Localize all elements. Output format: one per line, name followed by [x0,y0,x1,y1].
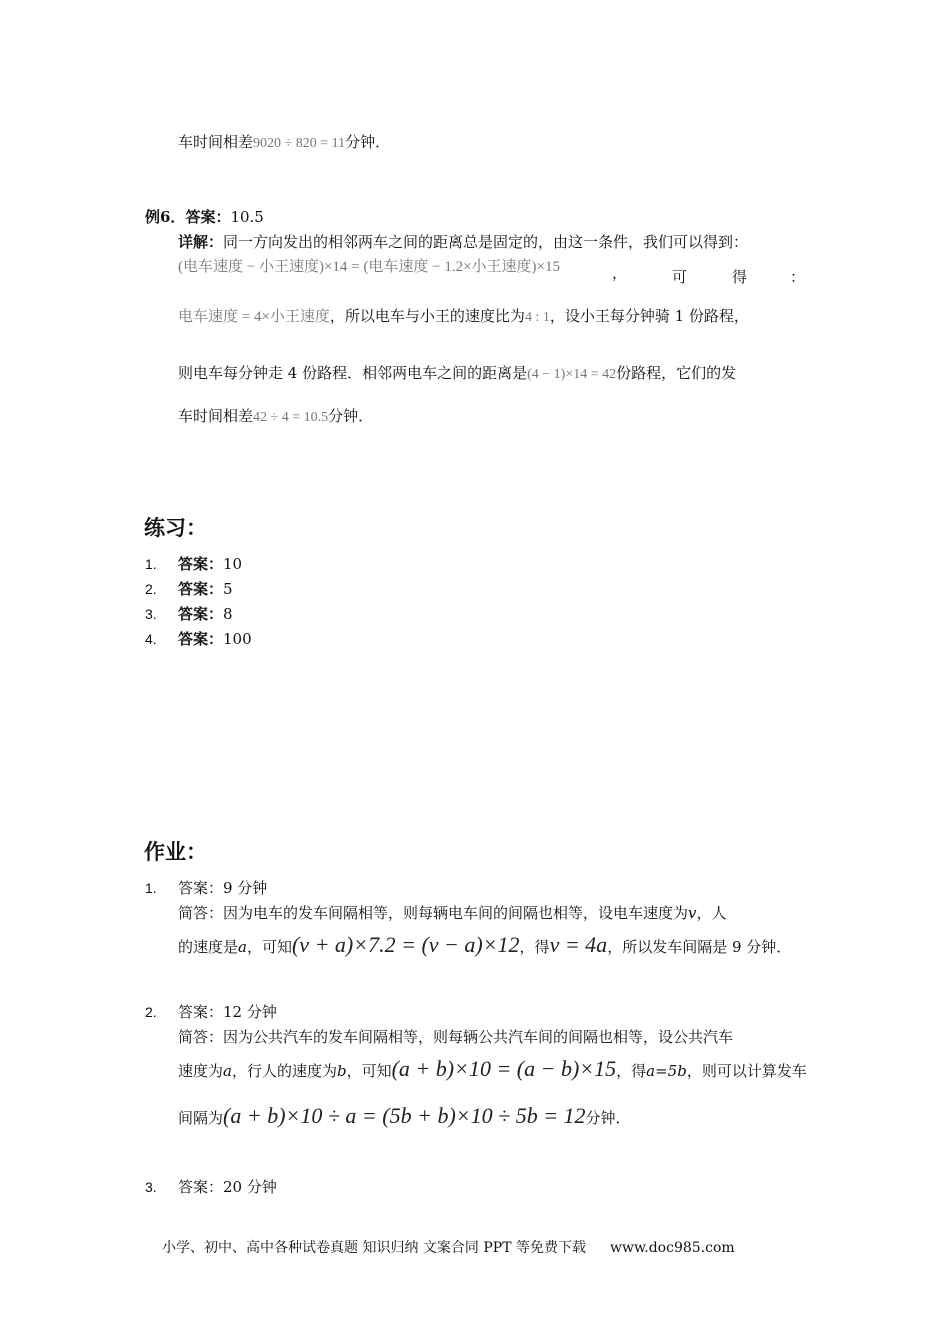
line-text: 分钟． [585,1109,631,1127]
line-text: 间隔为 [178,1109,224,1127]
list-item [145,578,252,603]
item-number: 2. [145,581,157,597]
homework-q1-brief-1 [178,902,727,923]
variable: v [688,904,697,922]
line-text: 份路程，它们的发 [616,364,737,382]
footer-link[interactable]: www.doc985.com [609,1240,735,1256]
answer-value: 10.5 [230,208,264,226]
answer-label: 答案： [178,605,224,623]
homework-q2-answer [145,1001,277,1022]
item-number: 1. [145,556,157,572]
answer-label: 答案： [178,555,224,573]
list-item [145,628,252,653]
comma: ， [612,264,628,282]
variable: b [336,1062,347,1080]
example-6-heading [145,206,264,227]
answer-label: 答案： [178,630,224,648]
answer-value: 8 [223,605,233,623]
ratio: 4 : 1 [524,310,550,325]
equation-3: (4 − 1)×14 = 42 [527,367,617,382]
line-text: 车时间相差 [178,407,254,425]
homework-q3-answer [145,1176,277,1197]
footer [162,1237,735,1257]
answer-value: 10 [223,555,243,573]
equation-1: (电车速度 − 小王速度)×14 = (电车速度 − 1.2×小王速度)×15 [178,259,560,275]
detail-line-4 [178,362,736,383]
variable: a [223,1062,232,1080]
list-item [145,553,252,578]
line-text: 分钟． [345,133,391,151]
line-text: ，可知 [246,938,292,956]
line-text: ，则可以计算发车 [686,1062,807,1080]
detail-text: 同一方向发出的相邻两车之间的距离总是固定的，由这一条件，我们可以得到： [223,233,749,251]
char-de: 得 [732,268,748,286]
line-text: ，所以电车与小王的速度比为 [329,307,525,325]
homework-q2-brief-2 [178,1056,807,1082]
detail-line-5 [178,405,373,426]
detail-line-1 [178,231,748,252]
equation: v = 4a [549,932,608,957]
equation-inline: a=5b [646,1062,687,1080]
variable: a [238,938,247,956]
char-ke: 可 [672,268,688,286]
line-text: 速度为 [178,1062,224,1080]
line-text: 简答：因为公共汽车的发车间隔相等，则每辆公共汽车间的间隔也相等，设公共汽车 [178,1028,734,1046]
line-text: ，所以发车间隔是 9 分钟． [607,938,792,956]
equation: (a + b)×10 ÷ a = (5b + b)×10 ÷ 5b = 12 [223,1103,586,1128]
item-number: 4. [145,631,157,647]
equation: (a + b)×10 = (a − b)×15 [391,1056,617,1081]
answer-label: 答案： [185,208,231,226]
answer-text: 答案：9 分钟 [178,879,268,897]
practice-list [145,553,252,653]
equation-4: 42 ÷ 4 = 10.5 [253,410,329,425]
equation: (v + a)×7.2 = (v − a)×12 [291,932,520,957]
homework-title: 作业： [144,840,207,864]
answer-label: 答案： [178,580,224,598]
line-text: 车时间相差 [178,133,254,151]
formula: 9020 ÷ 820 = 11 [253,136,346,151]
colon: ： [790,268,806,286]
line-text: ，可知 [346,1062,392,1080]
practice-title: 练习： [144,516,207,540]
line-text: ，得 [616,1062,647,1080]
example-label: 例6． [145,208,186,226]
line-text: ，行人的速度为 [231,1062,337,1080]
continuation-line [178,131,390,152]
line-text: 分钟． [328,407,374,425]
answer-text: 答案：12 分钟 [178,1003,277,1021]
line-text: ，设小王每分钟骑 1 份路程， [549,307,749,325]
homework-q1-brief-2 [178,932,791,958]
line-text: 简答：因为电车的发车间隔相等，则每辆电车间的间隔也相等，设电车速度为 [178,904,689,922]
line-text: ，人 [696,904,727,922]
line-text: 的速度是 [178,938,239,956]
list-item [145,603,252,628]
detail-line-3 [178,305,749,326]
line-text: 则电车每分钟走 4 份路程．相邻两电车之间的距离是 [178,364,528,382]
answer-value: 100 [223,630,252,648]
line-text: ，得 [519,938,550,956]
equation-2: 电车速度 = 4×小王速度 [178,309,330,325]
item-number: 1. [145,880,157,896]
detail-label: 详解： [178,233,224,251]
item-number: 3. [145,1179,157,1195]
homework-q2-brief-3 [178,1103,631,1129]
item-number: 3. [145,606,157,622]
answer-value: 5 [223,580,233,598]
footer-text: 小学、初中、高中各种试卷真题 知识归纳 文案合同 PPT 等免费下载 [162,1240,586,1256]
item-number: 2. [145,1004,157,1020]
answer-text: 答案：20 分钟 [178,1178,277,1196]
homework-q2-brief-1 [178,1026,733,1047]
homework-q1-answer [145,877,267,898]
